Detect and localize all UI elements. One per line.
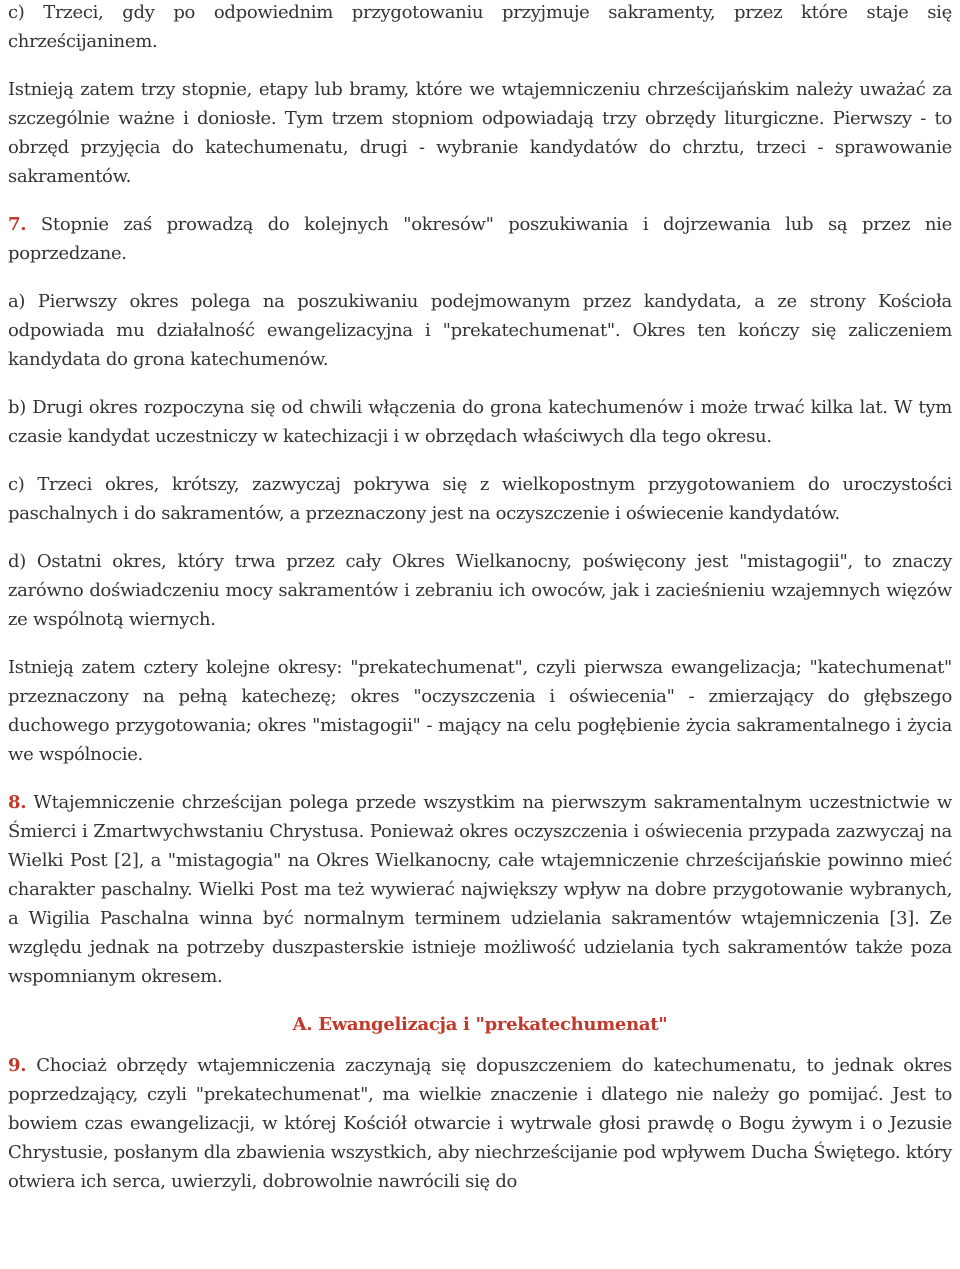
paragraph-c-third-period: c) Trzeci okres, krótszy, zazwyczaj pokrywa się z wielkopostnym przygotowaniem do uroczystości paschalnych i do sakramentów, a przeznaczony jest na oczyszczenie i oświecenie kandydatów.	[8, 474, 952, 524]
paragraph-b-second-period: b) Drugi okres rozpoczyna się od chwili włączenia do grona katechumenów i może trwać kilka lat. W tym czasie kandydat uczestniczy w katechizacji i w obrzędach właściwych dla tego okresu.	[8, 397, 952, 447]
paragraph-c-third: c) Trzeci, gdy po odpowiednim przygotowaniu przyjmuje sakramenty, przez które staje się chrześcijaninem.	[8, 2, 952, 52]
paragraph-9-text: Chociaż obrzędy wtajemniczenia zaczynają się dopuszczeniem do katechumenatu, to jednak okres poprzedzający, czyli "prekatechumenat", ma wielkie znaczenie i dlatego nie należy go pomijać. Jest to bowiem czas ewangelizacji, w której Kościół otwarcie i wytrwale głosi prawdę o Bogu żywym i o Jezusie Chrystusie, posłanym dla zbawienia wszystkich, aby niechrześcijanie pod wpływem Ducha Świętego. który otwiera ich serca, uwierzyli, dobrowolnie nawrócili się do	[8, 1055, 952, 1192]
section-heading-a: A. Ewangelizacja i "prekatechumenat"	[292, 1014, 668, 1035]
paragraph-9	[8, 1051, 952, 1196]
paragraph-number-7: 7.	[8, 214, 27, 235]
paragraph-7	[8, 210, 952, 268]
paragraph-number-9: 9.	[8, 1055, 27, 1076]
paragraph-number-8: 8.	[8, 792, 27, 813]
paragraph-d-last-period: d) Ostatni okres, który trwa przez cały Okres Wielkanocny, poświęcony jest "mistagogii", to znaczy zarówno doświadczeniu mocy sakramentów i zebraniu ich owoców, jak i zacieśnieniu wzajemnych więzów ze wspólnotą wiernych.	[8, 551, 952, 630]
paragraph-8	[8, 788, 952, 991]
document-body	[8, 0, 952, 1196]
paragraph-four-periods: Istnieją zatem cztery kolejne okresy: "prekatechumenat", czyli pierwsza ewangelizacja; "katechumenat" przeznaczony na pełną katechezę; okres "oczyszczenia i oświecenia" - zmierzający do głębszego duchowego przygotowania; okres "mistagogii" - mający na celu pogłębienie życia sakramentalnego i życia we wspólnocie.	[8, 657, 952, 765]
paragraph-8-text: Wtajemniczenie chrześcijan polega przede wszystkim na pierwszym sakramentalnym uczestnictwie w Śmierci i Zmartwychwstaniu Chrystusa. Ponieważ okres oczyszczenia i oświecenia przypada zazwyczaj na Wielki Post [2], a "mistagogia" na Okres Wielkanocny, całe wtajemniczenie chrześcijańskie powinno mieć charakter paschalny. Wielki Post ma też wywierać największy wpływ na dobre przygotowanie wybranych, a Wigilia Paschalna winna być normalnym terminem udzielania sakramentów wtajemniczenia [3]. Ze względu jednak na potrzeby duszpasterskie istnieje możliwość udzielania tych sakramentów także poza wspomnianym okresem.	[8, 792, 952, 987]
paragraph-three-stages: Istnieją zatem trzy stopnie, etapy lub bramy, które we wtajemniczeniu chrześcijańskim należy uważać za szczególnie ważne i doniosłe. Tym trzem stopniom odpowiadają trzy obrzędy liturgiczne. Pierwszy - to obrzęd przyjęcia do katechumenatu, drugi - wybranie kandydatów do chrztu, trzeci - sprawowanie sakramentów.	[8, 79, 952, 187]
paragraph-7-text: Stopnie zaś prowadzą do kolejnych "okresów" poszukiwania i dojrzewania lub są przez nie poprzedzane.	[8, 214, 952, 264]
paragraph-a-first-period: a) Pierwszy okres polega na poszukiwaniu podejmowanym przez kandydata, a ze strony Kościoła odpowiada mu działalność ewangelizacyjna i "prekatechumenat". Okres ten kończy się zaliczeniem kandydata do grona katechumenów.	[8, 291, 952, 370]
